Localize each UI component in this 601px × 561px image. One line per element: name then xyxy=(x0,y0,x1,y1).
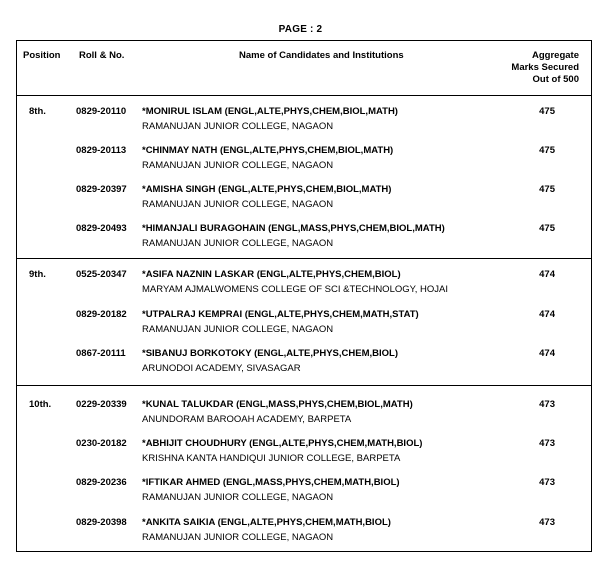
header-marks-line: Marks Secured xyxy=(511,62,579,73)
rank-group-8th xyxy=(17,96,591,259)
institution-name: RAMANUJAN JUNIOR COLLEGE, NAGAON xyxy=(142,492,334,503)
roll-number: 0829-20113 xyxy=(76,145,127,156)
table-row xyxy=(17,223,591,253)
table-row xyxy=(17,399,591,429)
candidate-name: *KUNAL TALUKDAR (ENGL,MASS,PHYS,CHEM,BIOL,MATH) xyxy=(142,399,413,410)
header-aggregate-marks xyxy=(511,50,579,86)
aggregate-marks: 475 xyxy=(539,184,555,195)
institution-name: MARYAM AJMALWOMENS COLLEGE OF SCI &TECHNOLOGY, HOJAI xyxy=(142,284,448,295)
table-row xyxy=(17,517,591,547)
aggregate-marks: 475 xyxy=(539,223,555,234)
group-position: 9th. xyxy=(29,269,46,280)
candidate-name: *IFTIKAR AHMED (ENGL,MASS,PHYS,CHEM,MATH,BIOL) xyxy=(142,477,400,488)
rank-group-10th xyxy=(17,386,591,551)
candidate-name: *CHINMAY NATH (ENGL,ALTE,PHYS,CHEM,BIOL,MATH) xyxy=(142,145,394,156)
table-row xyxy=(17,145,591,175)
candidate-name: *ASIFA NAZNIN LASKAR (ENGL,ALTE,PHYS,CHEM,BIOL) xyxy=(142,269,401,280)
institution-name: KRISHNA KANTA HANDIQUI JUNIOR COLLEGE, BARPETA xyxy=(142,453,401,464)
institution-name: RAMANUJAN JUNIOR COLLEGE, NAGAON xyxy=(142,199,334,210)
aggregate-marks: 473 xyxy=(539,517,555,528)
candidate-name: *ANKITA SAIKIA (ENGL,ALTE,PHYS,CHEM,MATH,BIOL) xyxy=(142,517,391,528)
group-position: 8th. xyxy=(29,106,46,117)
roll-number: 0829-20397 xyxy=(76,184,127,195)
aggregate-marks: 474 xyxy=(539,309,555,320)
header-roll-no: Roll & No. xyxy=(79,50,125,61)
roll-number: 0867-20111 xyxy=(76,348,126,359)
group-position: 10th. xyxy=(29,399,52,410)
candidate-name: *HIMANJALI BURAGOHAIN (ENGL,MASS,PHYS,CHEM,BIOL,MATH) xyxy=(142,223,445,234)
roll-number: 0829-20182 xyxy=(76,309,127,320)
aggregate-marks: 473 xyxy=(539,399,555,410)
roll-number: 0525-20347 xyxy=(76,269,127,280)
roll-number: 0829-20398 xyxy=(76,517,127,528)
header-marks-line: Out of 500 xyxy=(532,74,579,85)
roll-number: 0230-20182 xyxy=(76,438,127,449)
candidate-name: *SIBANUJ BORKOTOKY (ENGL,ALTE,PHYS,CHEM,BIOL) xyxy=(142,348,398,359)
results-table xyxy=(16,40,592,552)
table-header xyxy=(17,41,591,96)
roll-number: 0229-20339 xyxy=(76,399,127,410)
candidate-name: *UTPALRAJ KEMPRAI (ENGL,ALTE,PHYS,CHEM,MATH,STAT) xyxy=(142,309,419,320)
header-position: Position xyxy=(23,50,61,61)
aggregate-marks: 474 xyxy=(539,348,555,359)
aggregate-marks: 473 xyxy=(539,477,555,488)
rank-group-9th xyxy=(17,259,591,386)
aggregate-marks: 474 xyxy=(539,269,555,280)
candidate-name: *ABHIJIT CHOUDHURY (ENGL,ALTE,PHYS,CHEM,MATH,BIOL) xyxy=(142,438,423,449)
institution-name: RAMANUJAN JUNIOR COLLEGE, NAGAON xyxy=(142,532,334,543)
aggregate-marks: 473 xyxy=(539,438,555,449)
institution-name: RAMANUJAN JUNIOR COLLEGE, NAGAON xyxy=(142,238,334,249)
aggregate-marks: 475 xyxy=(539,106,555,117)
institution-name: ANUNDORAM BAROOAH ACADEMY, BARPETA xyxy=(142,414,352,425)
institution-name: RAMANUJAN JUNIOR COLLEGE, NAGAON xyxy=(142,121,334,132)
table-row xyxy=(17,477,591,507)
aggregate-marks: 475 xyxy=(539,145,555,156)
candidate-name: *MONIRUL ISLAM (ENGL,ALTE,PHYS,CHEM,BIOL,MATH) xyxy=(142,106,398,117)
candidate-name: *AMISHA SINGH (ENGL,ALTE,PHYS,CHEM,BIOL,MATH) xyxy=(142,184,392,195)
table-row xyxy=(17,106,591,136)
table-row xyxy=(17,438,591,468)
page-number-label: PAGE : 2 xyxy=(278,24,323,35)
institution-name: RAMANUJAN JUNIOR COLLEGE, NAGAON xyxy=(142,160,334,171)
table-row xyxy=(17,184,591,214)
table-row xyxy=(17,269,591,299)
roll-number: 0829-20493 xyxy=(76,223,127,234)
header-marks-line: Aggregate xyxy=(532,50,579,61)
table-row xyxy=(17,309,591,339)
institution-name: ARUNODOI ACADEMY, SIVASAGAR xyxy=(142,363,301,374)
header-name-institution: Name of Candidates and Institutions xyxy=(239,50,404,61)
table-row xyxy=(17,348,591,378)
roll-number: 0829-20110 xyxy=(76,106,127,117)
institution-name: RAMANUJAN JUNIOR COLLEGE, NAGAON xyxy=(142,324,334,335)
roll-number: 0829-20236 xyxy=(76,477,127,488)
